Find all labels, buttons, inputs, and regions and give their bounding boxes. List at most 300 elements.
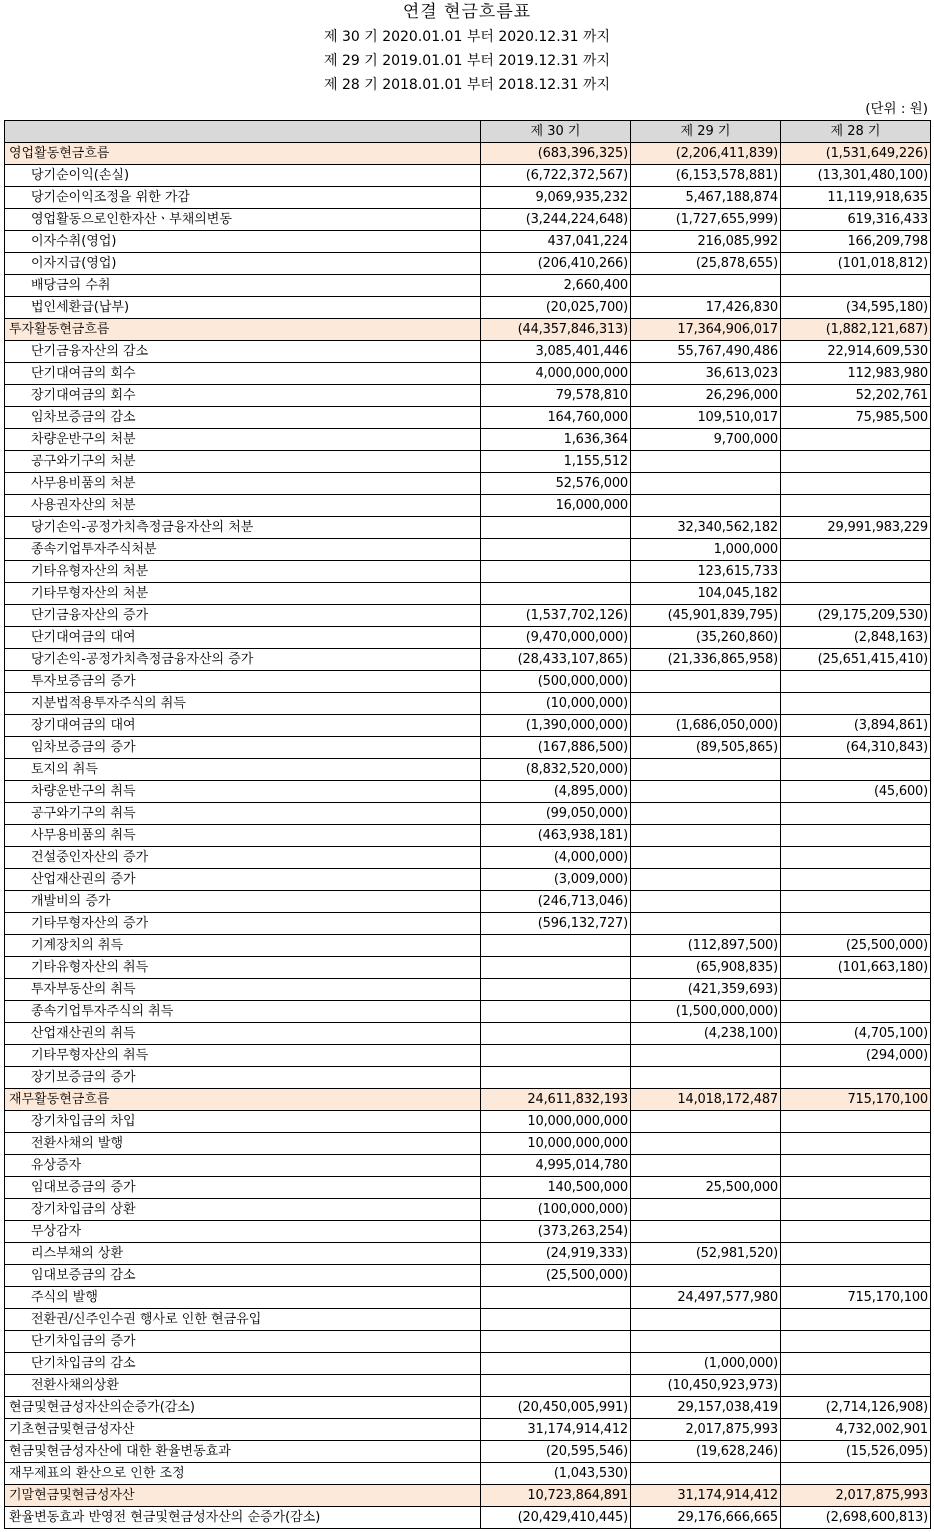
- period-line-30: 제 30 기 2020.01.01 부터 2020.12.31 까지: [324, 29, 610, 45]
- cell-v28: (15,526,095): [781, 1441, 931, 1463]
- cell-v29: (65,908,835): [631, 957, 781, 979]
- header-period-28: 제 28 기: [781, 121, 931, 143]
- cell-v30: 10,000,000,000: [481, 1133, 631, 1155]
- cell-v29: (19,628,246): [631, 1441, 781, 1463]
- row-label: 기타무형자산의 증가: [5, 913, 481, 935]
- cell-v29: (10,450,923,973): [631, 1375, 781, 1397]
- table-row: [5, 803, 931, 825]
- table-row: [5, 1133, 931, 1155]
- row-label: 전환사채의상환: [5, 1375, 481, 1397]
- cell-v28: [781, 1265, 931, 1287]
- cell-v30: (20,025,700): [481, 297, 631, 319]
- cell-v30: [481, 979, 631, 1001]
- cell-v28: 4,732,002,901: [781, 1419, 931, 1441]
- cell-v29: (21,336,865,958): [631, 649, 781, 671]
- cell-v30: 437,041,224: [481, 231, 631, 253]
- table-row: [5, 1155, 931, 1177]
- cell-v29: [631, 1309, 781, 1331]
- cell-v28: (34,595,180): [781, 297, 931, 319]
- cell-v30: (100,000,000): [481, 1199, 631, 1221]
- row-label: 기타유형자산의 취득: [5, 957, 481, 979]
- cell-v30: [481, 1287, 631, 1309]
- cell-v29: 17,426,830: [631, 297, 781, 319]
- cell-v28: 166,209,798: [781, 231, 931, 253]
- row-label: 건설중인자산의 증가: [5, 847, 481, 869]
- row-label: 장기대여금의 대여: [5, 715, 481, 737]
- cell-v30: (8,832,520,000): [481, 759, 631, 781]
- cell-v30: [481, 1067, 631, 1089]
- table-row: [5, 1243, 931, 1265]
- cell-v29: (1,727,655,999): [631, 209, 781, 231]
- cell-v29: 14,018,172,487: [631, 1089, 781, 1111]
- cell-v28: [781, 693, 931, 715]
- cell-v30: (6,722,372,567): [481, 165, 631, 187]
- cell-v28: 22,914,609,530: [781, 341, 931, 363]
- row-label: 사무용비품의 처분: [5, 473, 481, 495]
- row-label: 이자수취(영업): [5, 231, 481, 253]
- table-row: [5, 913, 931, 935]
- cell-v29: (1,686,050,000): [631, 715, 781, 737]
- cell-v30: [481, 561, 631, 583]
- cell-v28: [781, 1177, 931, 1199]
- cell-v29: [631, 803, 781, 825]
- cell-v28: (101,018,812): [781, 253, 931, 275]
- table-row: [5, 1067, 931, 1089]
- cell-v30: [481, 517, 631, 539]
- total-row: [5, 1419, 931, 1441]
- cell-v30: (500,000,000): [481, 671, 631, 693]
- cell-v28: [781, 1375, 931, 1397]
- cell-v30: 31,174,914,412: [481, 1419, 631, 1441]
- table-row: [5, 825, 931, 847]
- row-label: 영업활동으로인한자산ㆍ부채의변동: [5, 209, 481, 231]
- table-row: [5, 1023, 931, 1045]
- cell-v29: [631, 1133, 781, 1155]
- cell-v30: (596,132,727): [481, 913, 631, 935]
- table-row: [5, 1001, 931, 1023]
- row-label: 기타무형자산의 취득: [5, 1045, 481, 1067]
- cell-v29: 123,615,733: [631, 561, 781, 583]
- table-row: [5, 1221, 931, 1243]
- cell-v28: (64,310,843): [781, 737, 931, 759]
- cell-v28: [781, 495, 931, 517]
- row-label: 임차보증금의 감소: [5, 407, 481, 429]
- cell-v28: (294,000): [781, 1045, 931, 1067]
- cell-v30: [481, 957, 631, 979]
- cell-v29: (6,153,578,881): [631, 165, 781, 187]
- cell-v30: 52,576,000: [481, 473, 631, 495]
- cell-v30: 9,069,935,232: [481, 187, 631, 209]
- cell-v29: [631, 473, 781, 495]
- cell-v28: [781, 1243, 931, 1265]
- period-line-28: 제 28 기 2018.01.01 부터 2018.12.31 까지: [324, 77, 610, 93]
- cell-v30: 164,760,000: [481, 407, 631, 429]
- cell-v29: 1,000,000: [631, 539, 781, 561]
- row-label: 주식의 발행: [5, 1287, 481, 1309]
- row-label: 단기금융자산의 감소: [5, 341, 481, 363]
- statement-title: 연결 현금흐름표: [402, 2, 532, 22]
- cell-v28: [781, 473, 931, 495]
- cell-v28: [781, 891, 931, 913]
- row-label: 개발비의 증가: [5, 891, 481, 913]
- cell-v29: [631, 1199, 781, 1221]
- table-row: [5, 451, 931, 473]
- row-label: 법인세환급(납부): [5, 297, 481, 319]
- cell-v28: [781, 1067, 931, 1089]
- row-label: 기타무형자산의 처분: [5, 583, 481, 605]
- cell-v29: 29,157,038,419: [631, 1397, 781, 1419]
- table-row: [5, 1177, 931, 1199]
- cell-v28: (1,882,121,687): [781, 319, 931, 341]
- cell-v30: (4,895,000): [481, 781, 631, 803]
- row-label: 임대보증금의 증가: [5, 1177, 481, 1199]
- cell-v28: 715,170,100: [781, 1089, 931, 1111]
- cell-v30: [481, 1331, 631, 1353]
- cell-v29: [631, 1067, 781, 1089]
- row-label: 기타유형자산의 처분: [5, 561, 481, 583]
- unit-label: (단위 : 원): [865, 101, 928, 117]
- cell-v30: [481, 1375, 631, 1397]
- cell-v29: (2,206,411,839): [631, 143, 781, 165]
- cell-v28: 11,119,918,635: [781, 187, 931, 209]
- cell-v28: 29,991,983,229: [781, 517, 931, 539]
- cell-v28: [781, 1199, 931, 1221]
- table-row: [5, 165, 931, 187]
- row-label: 산업재산권의 취득: [5, 1023, 481, 1045]
- table-row: [5, 781, 931, 803]
- table-row: [5, 869, 931, 891]
- row-label: 종속기업투자주식처분: [5, 539, 481, 561]
- cell-v30: 1,155,512: [481, 451, 631, 473]
- cell-v30: 1,636,364: [481, 429, 631, 451]
- table-row: [5, 253, 931, 275]
- cell-v29: [631, 275, 781, 297]
- cell-v29: (1,500,000,000): [631, 1001, 781, 1023]
- table-row: [5, 297, 931, 319]
- cell-v28: [781, 429, 931, 451]
- cell-v29: 55,767,490,486: [631, 341, 781, 363]
- table-row: [5, 407, 931, 429]
- cell-v28: (29,175,209,530): [781, 605, 931, 627]
- cell-v28: 2,017,875,993: [781, 1485, 931, 1507]
- cell-v29: 5,467,188,874: [631, 187, 781, 209]
- row-label: 단기대여금의 회수: [5, 363, 481, 385]
- cell-v28: (13,301,480,100): [781, 165, 931, 187]
- cell-v28: [781, 847, 931, 869]
- cell-v30: (25,500,000): [481, 1265, 631, 1287]
- cell-v28: 715,170,100: [781, 1287, 931, 1309]
- cell-v28: [781, 561, 931, 583]
- cell-v29: 25,500,000: [631, 1177, 781, 1199]
- cell-v29: [631, 891, 781, 913]
- section-row: [5, 143, 931, 165]
- row-label: 지분법적용투자주식의 취득: [5, 693, 481, 715]
- cell-v30: (683,396,325): [481, 143, 631, 165]
- row-label: 현금및현금성자산의순증가(감소): [5, 1397, 481, 1419]
- cell-v30: (99,050,000): [481, 803, 631, 825]
- cell-v30: (246,713,046): [481, 891, 631, 913]
- table-row: [5, 187, 931, 209]
- cell-v28: 619,316,433: [781, 209, 931, 231]
- cell-v30: [481, 1309, 631, 1331]
- cell-v28: (2,698,600,813): [781, 1507, 931, 1529]
- cell-v30: [481, 935, 631, 957]
- table-row: [5, 495, 931, 517]
- cell-v30: 24,611,832,193: [481, 1089, 631, 1111]
- cell-v28: [781, 1463, 931, 1485]
- table-row: [5, 693, 931, 715]
- cell-v28: [781, 825, 931, 847]
- row-label: 재무활동현금흐름: [5, 1089, 481, 1111]
- cell-v29: [631, 1463, 781, 1485]
- row-label: 기말현금및현금성자산: [5, 1485, 481, 1507]
- cell-v28: (25,500,000): [781, 935, 931, 957]
- cell-v29: (112,897,500): [631, 935, 781, 957]
- row-label: 환율변동효과 반영전 현금및현금성자산의 순증가(감소): [5, 1507, 481, 1529]
- row-label: 이자지급(영업): [5, 253, 481, 275]
- table-row: [5, 539, 931, 561]
- cell-v28: [781, 1221, 931, 1243]
- cell-v29: 17,364,906,017: [631, 319, 781, 341]
- total-row: [5, 1441, 931, 1463]
- table-row: [5, 561, 931, 583]
- row-label: 투자보증금의 증가: [5, 671, 481, 693]
- cell-v28: (1,531,649,226): [781, 143, 931, 165]
- cell-v30: 16,000,000: [481, 495, 631, 517]
- row-label: 전환권/신주인수권 행사로 인한 현금유입: [5, 1309, 481, 1331]
- cell-v28: [781, 1309, 931, 1331]
- cell-v28: [781, 671, 931, 693]
- total-row: [5, 1507, 931, 1529]
- cell-v29: 32,340,562,182: [631, 517, 781, 539]
- cell-v28: [781, 583, 931, 605]
- cell-v30: 4,995,014,780: [481, 1155, 631, 1177]
- row-label: 당기손익-공정가치측정금융자산의 증가: [5, 649, 481, 671]
- cell-v29: [631, 671, 781, 693]
- header-period-29: 제 29 기: [631, 121, 781, 143]
- cell-v30: (373,263,254): [481, 1221, 631, 1243]
- table-row: [5, 847, 931, 869]
- row-label: 임대보증금의 감소: [5, 1265, 481, 1287]
- table-row: [5, 1111, 931, 1133]
- cell-v29: [631, 759, 781, 781]
- cell-v28: 75,985,500: [781, 407, 931, 429]
- total-row: [5, 1463, 931, 1485]
- table-row: [5, 363, 931, 385]
- header-period-30: 제 30 기: [481, 121, 631, 143]
- row-label: 당기손익-공정가치측정금융자산의 처분: [5, 517, 481, 539]
- table-row: [5, 957, 931, 979]
- cell-v30: 10,000,000,000: [481, 1111, 631, 1133]
- row-label: 공구와기구의 취득: [5, 803, 481, 825]
- cell-v28: 112,983,980: [781, 363, 931, 385]
- cell-v28: [781, 1331, 931, 1353]
- cell-v29: (35,260,860): [631, 627, 781, 649]
- section-row: [5, 319, 931, 341]
- cell-v29: [631, 869, 781, 891]
- cell-v28: 52,202,761: [781, 385, 931, 407]
- table-row: [5, 1287, 931, 1309]
- cell-v29: [631, 1265, 781, 1287]
- cell-v29: [631, 825, 781, 847]
- total-row: [5, 1397, 931, 1419]
- table-row: [5, 737, 931, 759]
- cell-v30: (167,886,500): [481, 737, 631, 759]
- row-label: 투자부동산의 취득: [5, 979, 481, 1001]
- row-label: 장기차입금의 차입: [5, 1111, 481, 1133]
- cell-v29: [631, 495, 781, 517]
- cell-v29: (45,901,839,795): [631, 605, 781, 627]
- cell-v28: [781, 451, 931, 473]
- cell-v30: (44,357,846,313): [481, 319, 631, 341]
- table-row: [5, 891, 931, 913]
- row-label: 임차보증금의 증가: [5, 737, 481, 759]
- cell-v30: (4,000,000): [481, 847, 631, 869]
- cell-v30: (1,537,702,126): [481, 605, 631, 627]
- cell-v28: [781, 913, 931, 935]
- cell-v30: (28,433,107,865): [481, 649, 631, 671]
- table-row: [5, 605, 931, 627]
- cell-v30: (463,938,181): [481, 825, 631, 847]
- cell-v30: (3,244,224,648): [481, 209, 631, 231]
- table-row: [5, 935, 931, 957]
- table-row: [5, 715, 931, 737]
- row-label: 리스부채의 상환: [5, 1243, 481, 1265]
- cell-v29: [631, 913, 781, 935]
- cell-v30: (20,595,546): [481, 1441, 631, 1463]
- cell-v29: (421,359,693): [631, 979, 781, 1001]
- row-label: 배당금의 수취: [5, 275, 481, 297]
- table-body: [5, 143, 931, 1529]
- cell-v29: 24,497,577,980: [631, 1287, 781, 1309]
- row-label: 단기차입금의 증가: [5, 1331, 481, 1353]
- cell-v28: [781, 1155, 931, 1177]
- cell-v29: [631, 1221, 781, 1243]
- cell-v29: [631, 847, 781, 869]
- cell-v30: (3,009,000): [481, 869, 631, 891]
- cash-flow-table: [4, 120, 931, 1529]
- row-label: 유상증자: [5, 1155, 481, 1177]
- section-row: [5, 1485, 931, 1507]
- cell-v30: 10,723,864,891: [481, 1485, 631, 1507]
- cell-v29: 26,296,000: [631, 385, 781, 407]
- cell-v29: [631, 1111, 781, 1133]
- table-row: [5, 627, 931, 649]
- table-row: [5, 1045, 931, 1067]
- cell-v30: (20,429,410,445): [481, 1507, 631, 1529]
- cell-v28: (4,705,100): [781, 1023, 931, 1045]
- cell-v30: (24,919,333): [481, 1243, 631, 1265]
- period-line-29: 제 29 기 2019.01.01 부터 2019.12.31 까지: [324, 53, 610, 69]
- cell-v30: (1,390,000,000): [481, 715, 631, 737]
- row-label: 영업활동현금흐름: [5, 143, 481, 165]
- table-row: [5, 231, 931, 253]
- row-label: 전환사채의 발행: [5, 1133, 481, 1155]
- cell-v28: [781, 539, 931, 561]
- table-row: [5, 649, 931, 671]
- cell-v30: 3,085,401,446: [481, 341, 631, 363]
- cell-v28: [781, 1133, 931, 1155]
- table-row: [5, 473, 931, 495]
- cell-v28: (2,714,126,908): [781, 1397, 931, 1419]
- row-label: 장기대여금의 회수: [5, 385, 481, 407]
- cell-v29: (25,878,655): [631, 253, 781, 275]
- row-label: 사무용비품의 취득: [5, 825, 481, 847]
- row-label: 당기순이익(손실): [5, 165, 481, 187]
- table-row: [5, 517, 931, 539]
- cell-v29: 31,174,914,412: [631, 1485, 781, 1507]
- table-row: [5, 671, 931, 693]
- row-label: 투자활동현금흐름: [5, 319, 481, 341]
- cell-v29: [631, 451, 781, 473]
- cell-v29: [631, 693, 781, 715]
- cell-v28: [781, 1111, 931, 1133]
- cell-v29: 29,176,666,665: [631, 1507, 781, 1529]
- cell-v30: [481, 1045, 631, 1067]
- cell-v30: (9,470,000,000): [481, 627, 631, 649]
- cell-v29: [631, 1331, 781, 1353]
- row-label: 종속기업투자주식의 취득: [5, 1001, 481, 1023]
- cell-v30: (10,000,000): [481, 693, 631, 715]
- row-label: 무상감자: [5, 1221, 481, 1243]
- cell-v29: 2,017,875,993: [631, 1419, 781, 1441]
- row-label: 현금및현금성자산에 대한 환율변동효과: [5, 1441, 481, 1463]
- cell-v30: (206,410,266): [481, 253, 631, 275]
- table-row: [5, 1353, 931, 1375]
- cell-v29: 104,045,182: [631, 583, 781, 605]
- cell-v30: [481, 583, 631, 605]
- table-row: [5, 429, 931, 451]
- cell-v29: 9,700,000: [631, 429, 781, 451]
- row-label: 차량운반구의 처분: [5, 429, 481, 451]
- table-row: [5, 979, 931, 1001]
- table-row: [5, 1199, 931, 1221]
- table-row: [5, 209, 931, 231]
- cell-v30: [481, 539, 631, 561]
- cell-v29: 36,613,023: [631, 363, 781, 385]
- cell-v30: (20,450,005,991): [481, 1397, 631, 1419]
- cell-v28: [781, 1353, 931, 1375]
- cell-v30: (1,043,530): [481, 1463, 631, 1485]
- cell-v28: [781, 275, 931, 297]
- cell-v29: [631, 1155, 781, 1177]
- cell-v29: (4,238,100): [631, 1023, 781, 1045]
- table-row: [5, 759, 931, 781]
- cell-v30: 4,000,000,000: [481, 363, 631, 385]
- cell-v29: 109,510,017: [631, 407, 781, 429]
- table-row: [5, 1309, 931, 1331]
- row-label: 장기보증금의 증가: [5, 1067, 481, 1089]
- row-label: 기초현금및현금성자산: [5, 1419, 481, 1441]
- cell-v28: (3,894,861): [781, 715, 931, 737]
- cell-v28: [781, 759, 931, 781]
- cell-v28: (45,600): [781, 781, 931, 803]
- cell-v28: (2,848,163): [781, 627, 931, 649]
- cell-v28: [781, 1001, 931, 1023]
- cell-v28: [781, 803, 931, 825]
- cell-v29: 216,085,992: [631, 231, 781, 253]
- cell-v28: [781, 979, 931, 1001]
- table-row: [5, 1375, 931, 1397]
- cell-v28: (25,651,415,410): [781, 649, 931, 671]
- cell-v30: 2,660,400: [481, 275, 631, 297]
- table-row: [5, 1265, 931, 1287]
- cell-v30: [481, 1353, 631, 1375]
- table-row: [5, 341, 931, 363]
- table-row: [5, 1331, 931, 1353]
- cell-v30: [481, 1001, 631, 1023]
- cell-v29: (1,000,000): [631, 1353, 781, 1375]
